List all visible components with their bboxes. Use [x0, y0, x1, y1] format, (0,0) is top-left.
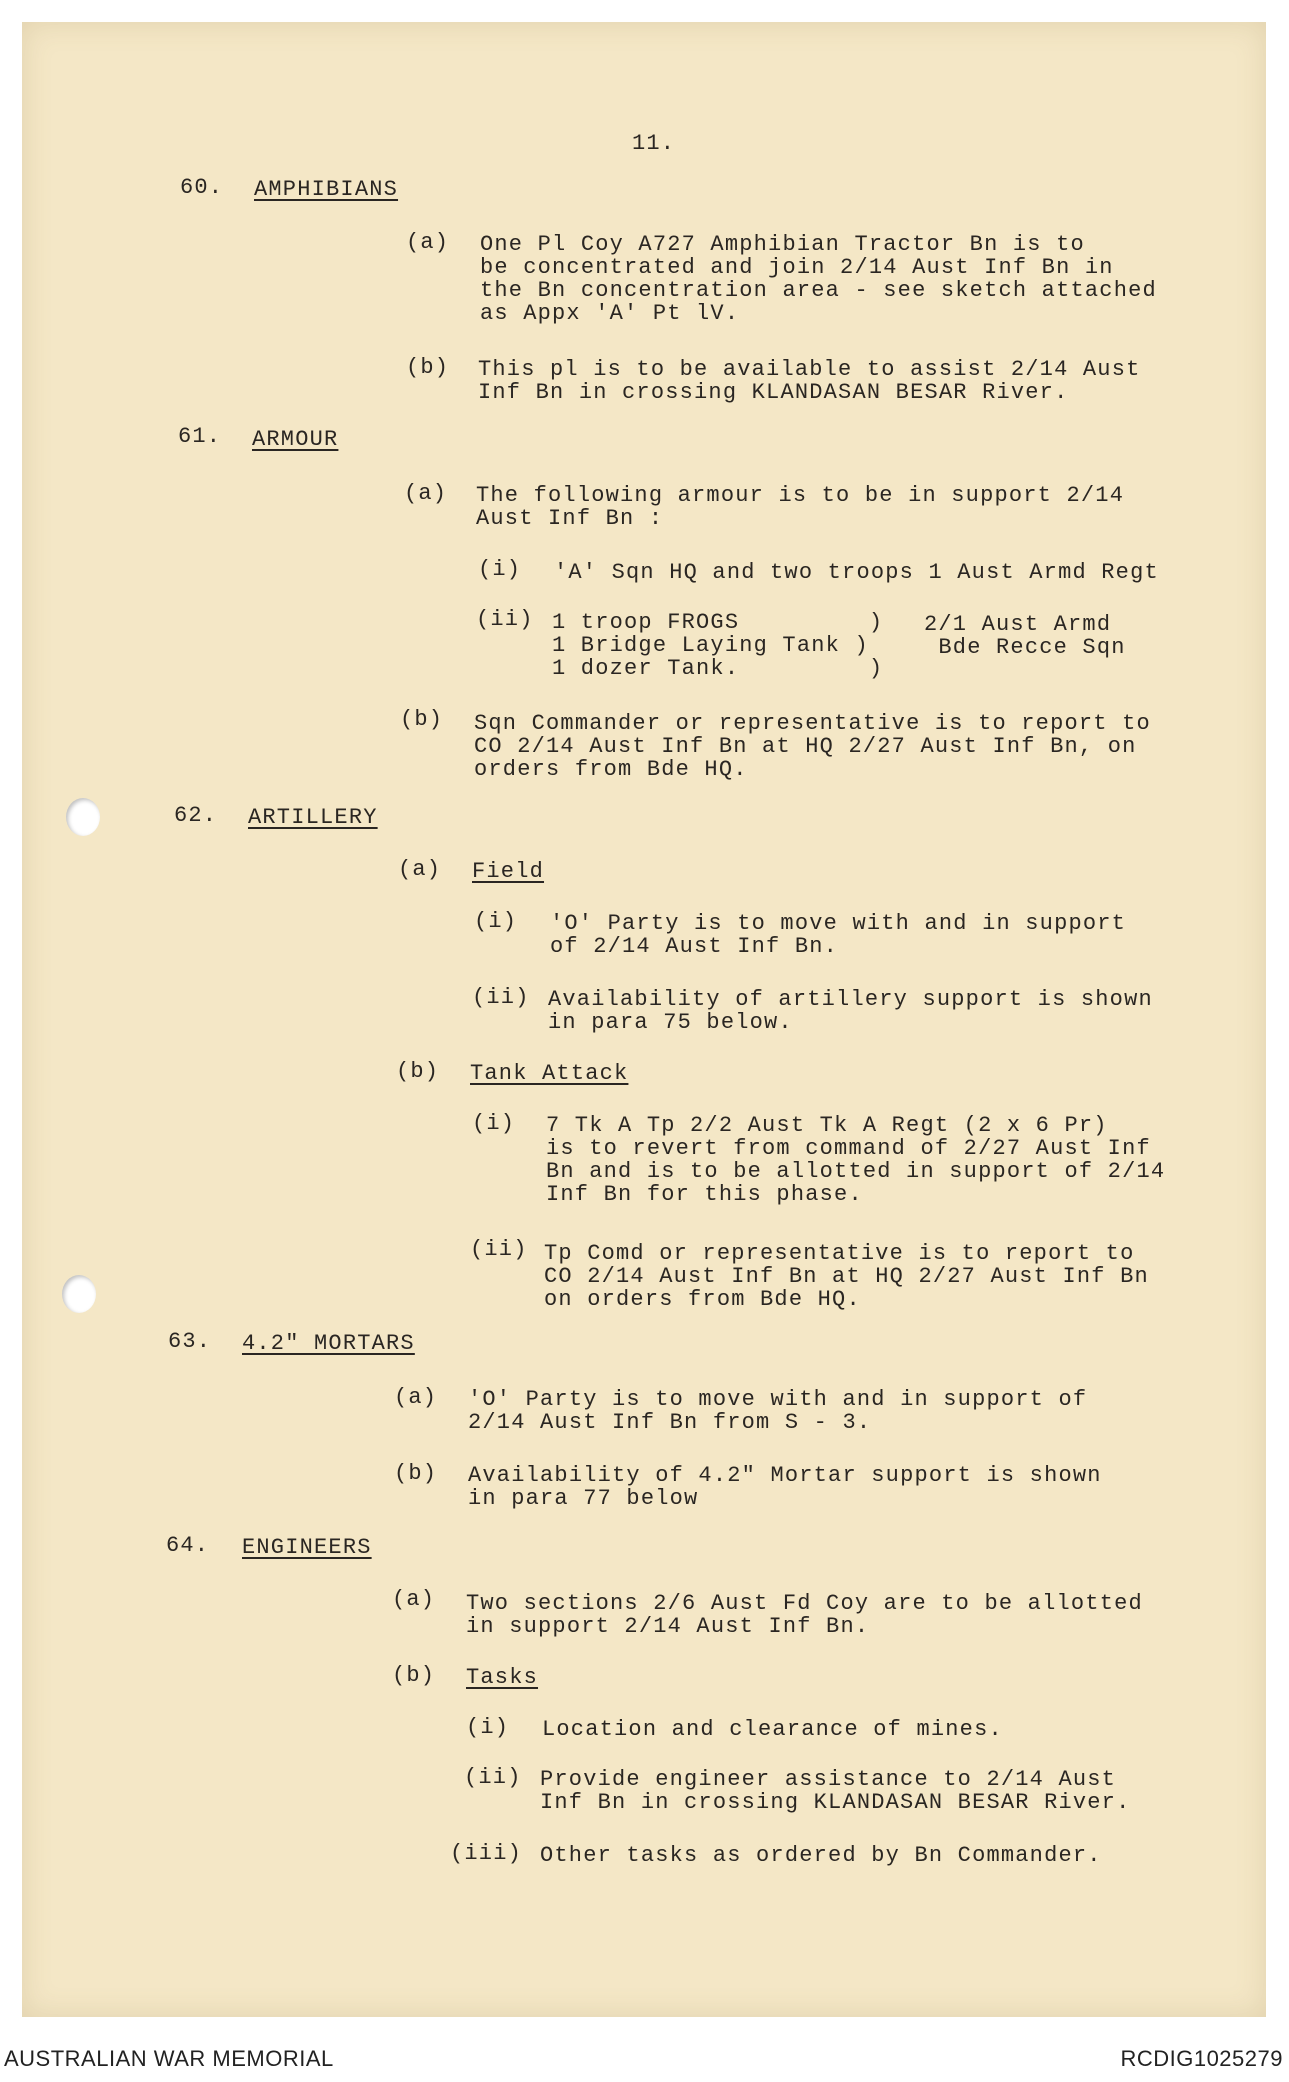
- section-64-title: ENGINEERS: [242, 1535, 372, 1560]
- section-61-i-label: (i): [478, 557, 522, 582]
- section-64-iii-text: Other tasks as ordered by Bn Commander.: [540, 1843, 1102, 1868]
- section-62-a-ii-label: (ii): [472, 985, 530, 1010]
- section-61-number: 61.: [178, 424, 222, 449]
- section-61-ii-label: (ii): [476, 607, 534, 632]
- section-62-b-heading: Tank Attack: [470, 1061, 629, 1086]
- section-60-number: 60.: [180, 175, 224, 200]
- section-62-b-ii-label: (ii): [470, 1237, 528, 1262]
- section-61-a-text: The following armour is to be in support 2/14 Aust Inf Bn :: [476, 483, 1125, 531]
- section-63-b-label: (b): [394, 1461, 438, 1486]
- section-61-title: ARMOUR: [252, 427, 339, 452]
- section-64-ii-label: (ii): [464, 1765, 522, 1790]
- section-64-b-heading: Tasks: [466, 1665, 539, 1690]
- section-61-a-label: (a): [404, 481, 448, 506]
- section-64-i-label: (i): [466, 1715, 510, 1740]
- section-60-b-text: This pl is to be available to assist 2/14 Aust Inf Bn in crossing KLANDASAN BESAR River.: [478, 357, 1141, 405]
- section-62-a-heading: Field: [472, 859, 545, 884]
- punch-hole-bottom: [62, 1275, 96, 1313]
- section-62-title: ARTILLERY: [248, 805, 378, 830]
- section-61-ii-text: 1 troop FROGS ) 1 Bridge Laying Tank ) 1 dozer Tank. ): [552, 610, 884, 681]
- section-62-a-label: (a): [398, 857, 442, 882]
- section-63-number: 63.: [168, 1329, 212, 1354]
- section-64-ii-text: Provide engineer assistance to 2/14 Aust Inf Bn in crossing KLANDASAN BESAR River.: [540, 1767, 1131, 1815]
- section-62-b-ii-text: Tp Comd or representative is to report to CO 2/14 Aust Inf Bn at HQ 2/27 Aust Inf Bn on orders from Bde HQ.: [544, 1241, 1149, 1312]
- section-62-number: 62.: [174, 803, 218, 828]
- section-61-ii-unit: 2/1 Aust Armd Bde Recce Sqn: [924, 612, 1126, 660]
- section-62-a-i-label: (i): [474, 909, 518, 934]
- section-61-b-text: Sqn Commander or representative is to report to CO 2/14 Aust Inf Bn at HQ 2/27 Aust Inf Bn, on orders from Bde HQ.: [474, 711, 1151, 782]
- section-63-a-text: 'O' Party is to move with and in support of 2/14 Aust Inf Bn from S - 3.: [468, 1387, 1088, 1435]
- section-63-b-text: Availability of 4.2" Mortar support is shown in para 77 below: [468, 1463, 1102, 1511]
- section-63-title: 4.2" MORTARS: [242, 1331, 415, 1356]
- punch-hole-top: [66, 798, 100, 836]
- section-64-i-text: Location and clearance of mines.: [542, 1717, 1003, 1742]
- footer-archive-name: AUSTRALIAN WAR MEMORIAL: [4, 2046, 334, 2071]
- section-62-b-i-label: (i): [472, 1111, 516, 1136]
- section-62-b-i-text: 7 Tk A Tp 2/2 Aust Tk A Regt (2 x 6 Pr) is to revert from command of 2/27 Aust Inf Bn and is to be allotted in support of 2/14 Inf Bn for this phase.: [546, 1113, 1166, 1207]
- page-number: 11.: [632, 131, 676, 156]
- section-61-b-label: (b): [400, 707, 444, 732]
- section-62-a-ii-text: Availability of artillery support is shown in para 75 below.: [548, 987, 1153, 1035]
- section-61-i-text: 'A' Sqn HQ and two troops 1 Aust Armd Regt: [554, 560, 1159, 585]
- footer-record-id: RCDIG1025279: [1120, 2046, 1283, 2071]
- section-64-number: 64.: [166, 1533, 210, 1558]
- section-64-b-label: (b): [392, 1663, 436, 1688]
- section-60-a-label: (a): [406, 230, 450, 255]
- section-60-b-label: (b): [406, 355, 450, 380]
- section-62-a-i-text: 'O' Party is to move with and in support of 2/14 Aust Inf Bn.: [550, 911, 1127, 959]
- section-64-a-label: (a): [392, 1587, 436, 1612]
- section-64-iii-label: (iii): [450, 1841, 523, 1866]
- section-60-title: AMPHIBIANS: [254, 177, 399, 202]
- section-62-b-label: (b): [396, 1059, 440, 1084]
- section-60-a-text: One Pl Coy A727 Amphibian Tractor Bn is to be concentrated and join 2/14 Aust Inf Bn in the Bn concentration area - see sketch attached as Appx 'A' Pt lV.: [480, 232, 1157, 326]
- section-63-a-label: (a): [394, 1385, 438, 1410]
- section-64-a-text: Two sections 2/6 Aust Fd Coy are to be allotted in support 2/14 Aust Inf Bn.: [466, 1591, 1143, 1639]
